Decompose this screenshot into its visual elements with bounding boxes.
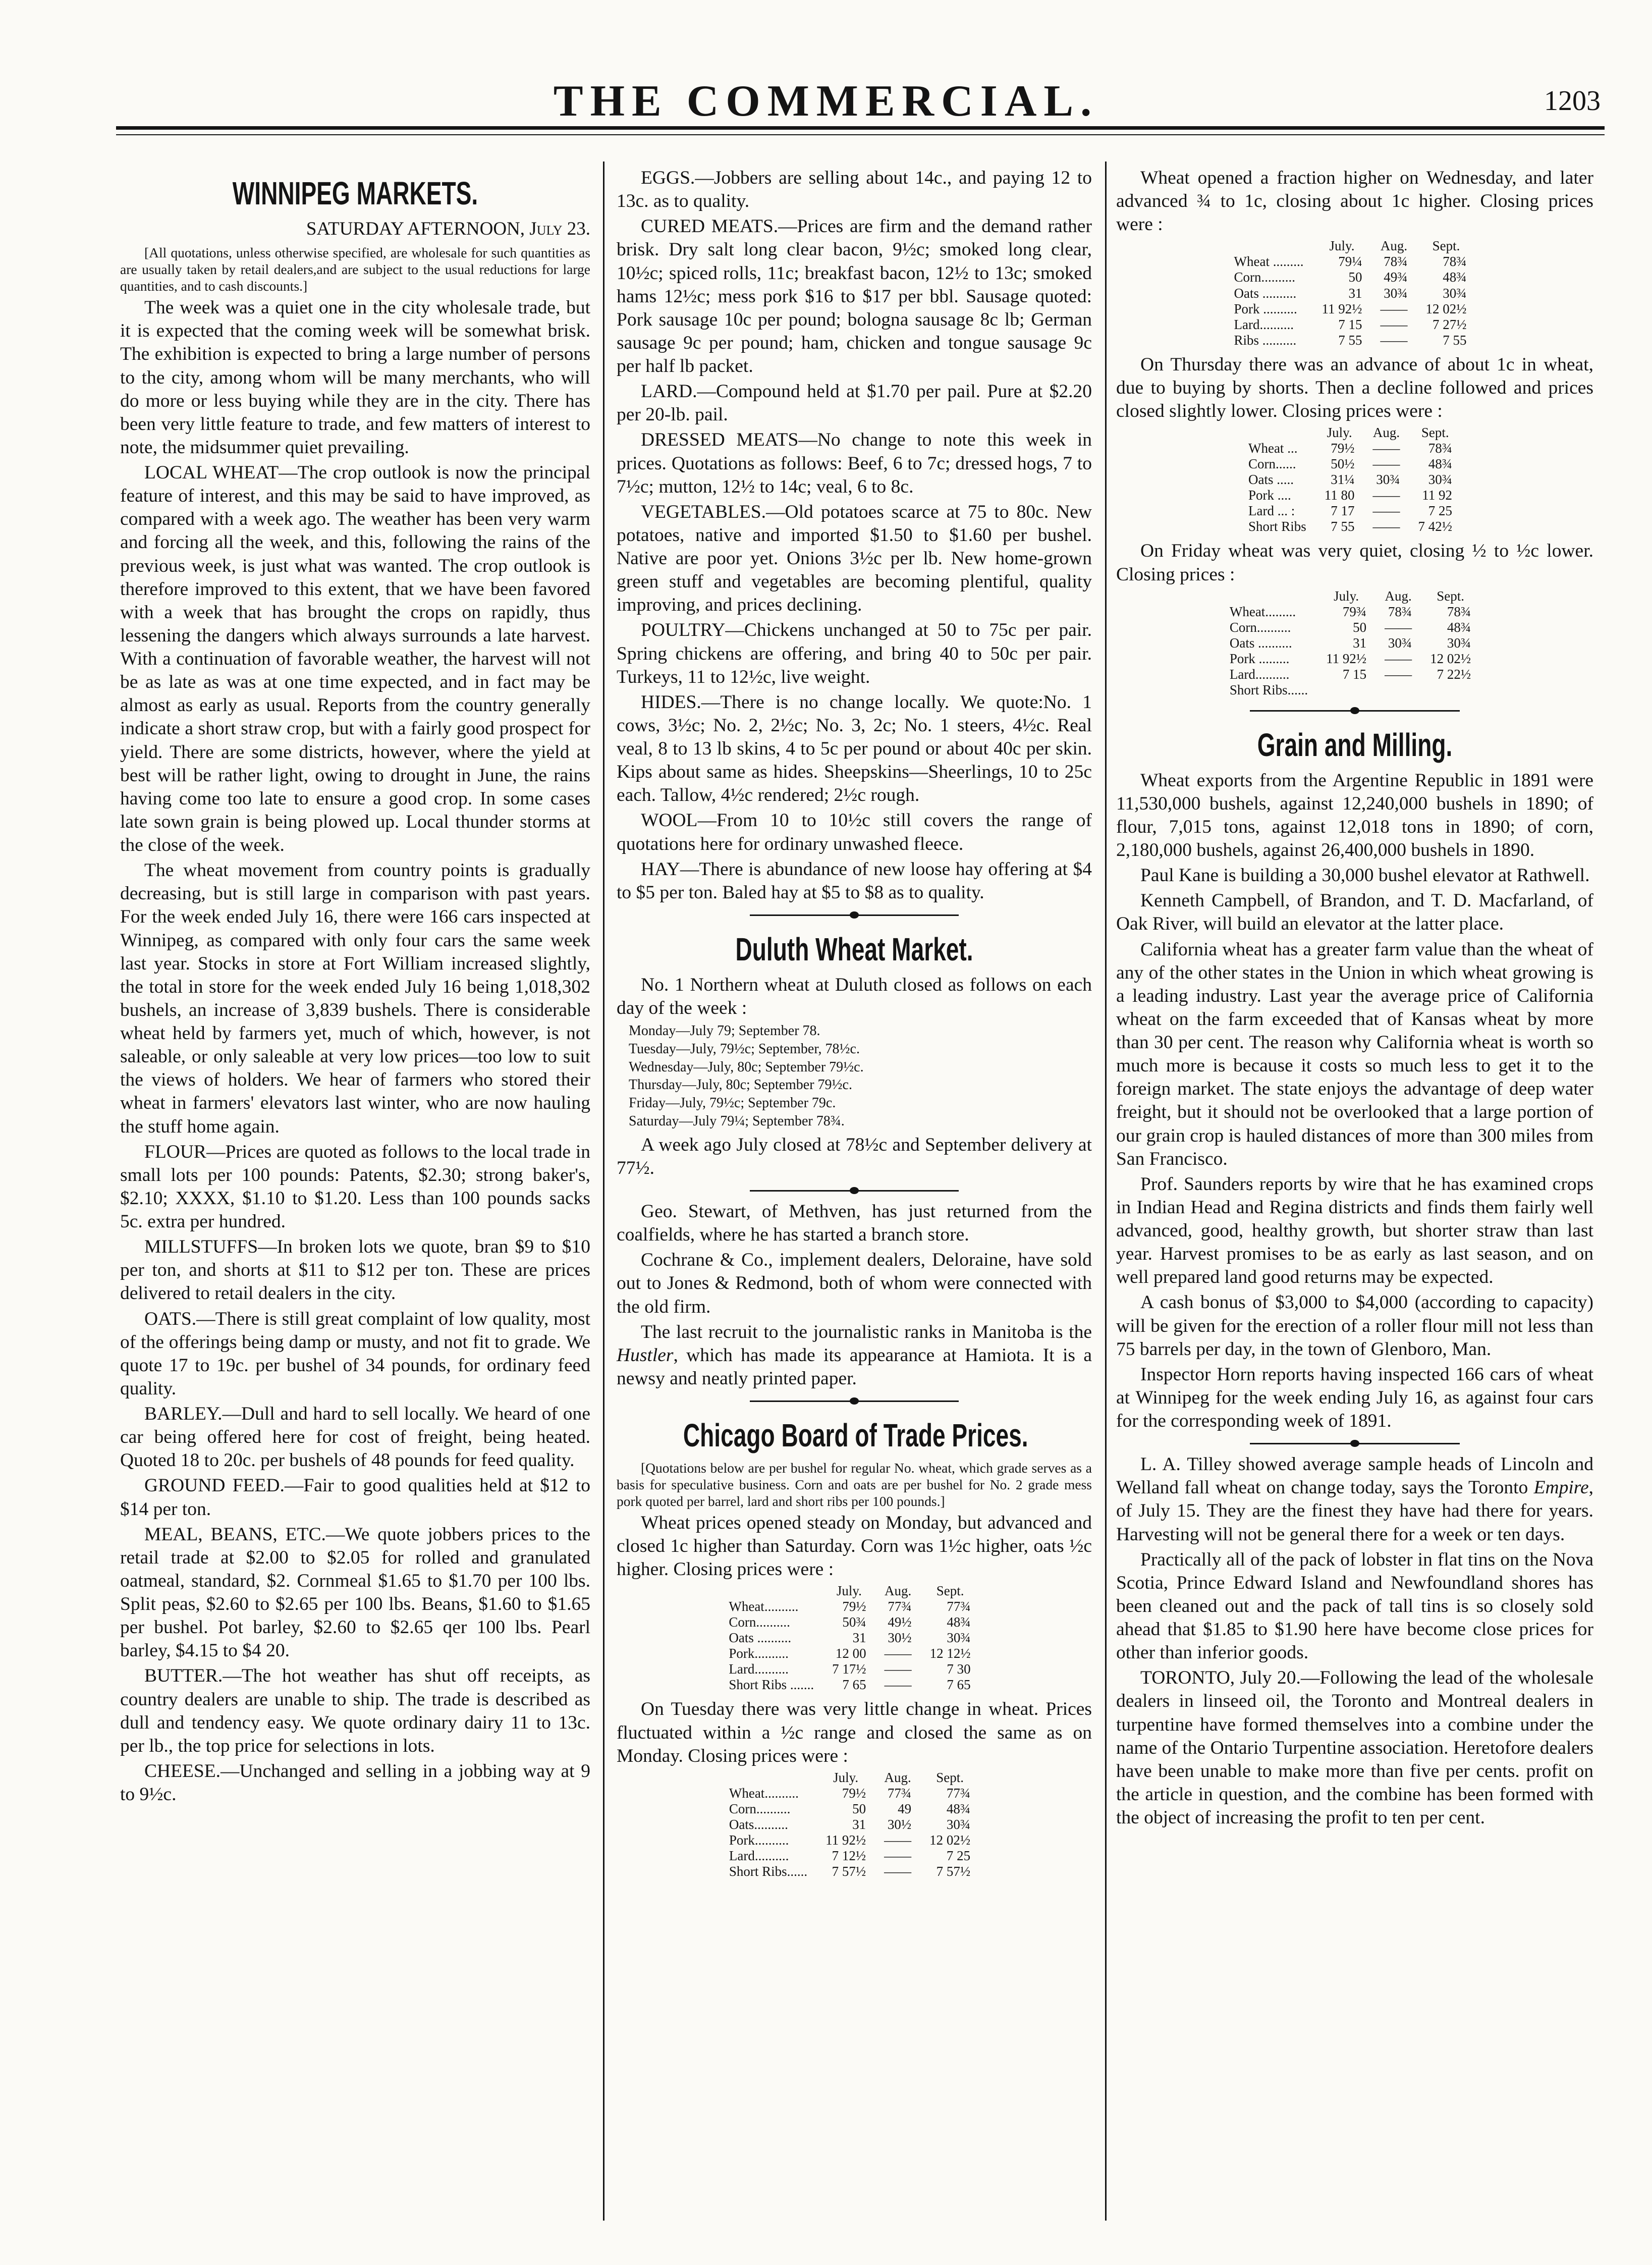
tilley-paper-name: Empire: [1533, 1477, 1589, 1498]
label-wool: WOOL: [641, 810, 698, 831]
price-row: [1234, 301, 1476, 317]
price-cell: 31: [1348, 285, 1362, 301]
paragraph-intro: The week was a quiet one in the city wholesale trade, but it is expected that the coming week will be somewhat brisk. The exhibition is expected to bring a large number of persons to the city, among whom will be many merchants, who will do more or less buying while they are in the city. There has been very little feature to trade, and few matters of interest to note, the midsummer quiet prevailing.: [120, 297, 590, 458]
price-cell: 7 65: [947, 1677, 971, 1693]
price-row: [1234, 269, 1476, 285]
paragraph-recruit: [617, 1321, 1092, 1390]
label-hay: HAY: [641, 858, 680, 880]
duluth-day: Saturday—July 79¼; September 78¾.: [629, 1113, 845, 1129]
recruit-paper-name: Hustler: [617, 1344, 674, 1366]
paragraph-wheat-movement: The wheat movement from country points is gradually decreasing, but is still large in comparison with past years. For the week ended July 16, there were 166 cars inspected at Winnipeg, as compared with only four cars the same week last year. Stocks in store at Fort William increased slightly, the total in store for the week ended July 16 being 1,018,302 bushels, an increase of 3,839 bushels. There is considerable wheat held by farmers yet, much of which, however, is not saleable, or only saleable at very low prices—too low to suit the views of holders. We hear of farmers who stored their wheat in farmers' elevators last winter, who are now hauling the stuff home again.: [120, 860, 590, 1137]
paragraph-duluth-intro: No. 1 Northern wheat at Duluth closed as follows on each day of the week :: [617, 974, 1092, 1018]
price-cell: 7 57½: [832, 1864, 866, 1879]
header-blank-cell: [729, 1583, 823, 1599]
month-header: July.: [1327, 425, 1352, 441]
paragraph-duluth-week: A week ago July closed at 78½c and September delivery at 77½.: [617, 1134, 1092, 1178]
price-cell: 50: [1353, 619, 1367, 635]
commodity-label: Short Ribs .......: [729, 1677, 814, 1693]
column-2: [617, 167, 1092, 1884]
price-cell: ——: [1372, 456, 1400, 472]
month-header: Sept.: [936, 1769, 964, 1785]
paragraph-flour: [120, 1141, 590, 1234]
text-flour: —Prices are quoted as follows to the local trade in small lots per 100 pounds: Patents, $2.30; strong baker's, $2.10; XXXX, $1.10 to $1.20. Less than 100 pounds sacks 5c. extra per hundred.: [120, 1141, 590, 1232]
price-row: [729, 1630, 979, 1646]
price-table: [1234, 238, 1476, 348]
price-row: [1230, 651, 1480, 667]
price-cell: 11 92: [1422, 488, 1453, 503]
price-cell: 12 02½: [1425, 301, 1467, 316]
dateline: SATURDAY AFTERNOON, July 23.: [306, 218, 590, 239]
duluth-day: Friday—July, 79½c; September 79c.: [629, 1095, 836, 1111]
price-cell: ——: [884, 1646, 912, 1661]
price-table: [1230, 588, 1480, 698]
month-header: Sept.: [1421, 425, 1449, 441]
label-cured-meats: CURED MEATS.: [641, 216, 779, 237]
duluth-day: Monday—July 79; September 78.: [629, 1022, 820, 1039]
paragraph-hay: [617, 858, 1092, 904]
commodity-label: Pork ..........: [1234, 301, 1297, 316]
paragraph-local-wheat: [120, 461, 590, 857]
text-hay: —There is abundance of new loose hay offering at $4 to $5 per ton. Baled hay at $5 to $8 as to quality.: [617, 858, 1092, 903]
label-ground-feed: GROUND FEED.: [144, 1475, 285, 1496]
text-hides: —There is no change locally. We quote:No. 1 cows, 3½c; No. 2, 2½c; No. 3, 2c; No. 1 steers, 4½c. Real veal, 8 to 13 lb skins, 4 to 5c per pound or about 40c per skin. Kips about same as hides. Sheepskins—Sheerlings, 10 to 25c each. Tallow, 4½c rendered; 2½c rough.: [617, 691, 1092, 806]
price-cell: ——: [1380, 301, 1408, 316]
paragraph-barley: [120, 1403, 590, 1472]
price-cell: 7 15: [1338, 316, 1362, 332]
label-oats: OATS.: [144, 1308, 197, 1329]
price-cell: 7 17½: [832, 1661, 866, 1677]
price-row: [1248, 488, 1461, 503]
price-cell: 79¼: [1338, 254, 1362, 269]
text-local-wheat: —The crop outlook is now the principal feature of interest, and this may be said to have improved, as compared with a week ago. The weather has been very warm and forcing all the week, and this, following the rains of the previous week, is just what was wanted. The crop outlook is therefore improved to this extent, that we have been favored with a week that has brought the crops on rapidly, thus lessening the dangers which always surrounds a late harvest. With a continuation of favorable weather, the harvest will not be as late as was at one time expected, and in fact may be almost as early as usual. Reports from the country generally indicate a short straw crop, but with a fairly good prospect for yield. There are some districts, however, where the yield at best will be rather light, owing to drought in June, the rains having come too late to ensure a good crop. In some cases late sown grain is being plowed up. Local thunder storms at the close of the week.: [120, 462, 590, 856]
commodity-label: Wheat .........: [1234, 254, 1304, 269]
text-cheese: —Unchanged and selling in a jobbing way at 9 to 9½c.: [120, 1760, 590, 1805]
commodity-label: Oats ..........: [1229, 635, 1292, 651]
commodity-label: Corn..........: [1234, 269, 1296, 285]
price-row: [729, 1832, 979, 1848]
price-cell: 7 55: [1331, 519, 1355, 534]
price-cell: 30¾: [1384, 285, 1408, 301]
price-row: [1234, 333, 1476, 348]
price-row: [1248, 441, 1461, 456]
paragraph-lobster: Practically all of the pack of lobster in flat tins on the Nova Scotia, Prince Edward Island and Newfoundland shores has been cleaned out and the pack of tall tins is so closely sold ahead that $1.85 to $1.90 here have become close prices for other than inferior goods.: [1116, 1549, 1593, 1663]
commodity-label: Pork..........: [729, 1832, 789, 1848]
paragraph-california: California wheat has a greater farm value than the wheat of any of the other states in the Union in which wheat growing is a leading industry. Last year the average price of California wheat on the farm exceeded that of Kansas wheat by more than 30 per cent. The reason why California wheat is worth so much more is because it costs so much less to get it to the foreign market. The state enjoys the advantage of deep water freight, but it should not be overlooked that a large portion of our grain crop is hauled distances of more than 300 miles from San Francisco.: [1116, 939, 1593, 1169]
paragraph-chicago-friday: On Friday wheat was very quiet, closing ½ to ½c lower. Closing prices :: [1116, 541, 1593, 585]
price-row: [1248, 503, 1461, 519]
paragraph-wool: [617, 809, 1092, 855]
price-cell: 78¾: [1428, 441, 1453, 456]
price-cell: 7 25: [946, 1848, 971, 1864]
paragraph-meal: [120, 1523, 590, 1663]
paragraph-oats: [120, 1308, 590, 1401]
price-cell: 7 55: [1338, 332, 1362, 348]
paragraph-lard: [617, 380, 1092, 426]
month-header: Aug.: [885, 1583, 912, 1599]
commodity-label: Corn..........: [729, 1614, 790, 1630]
month-header: Aug.: [1372, 425, 1400, 441]
commodity-label: Wheat..........: [729, 1599, 799, 1614]
price-cell: 30¾: [1388, 635, 1412, 651]
price-row: [1230, 620, 1480, 635]
commodity-label: Ribs ..........: [1234, 332, 1297, 348]
price-row: [729, 1801, 979, 1817]
text-poultry: —Chickens unchanged at 50 to 75c per pair. Spring chickens are offering, and bring 40 to 50c per pair. Turkeys, 11 to 12½c, live weight.: [617, 620, 1092, 687]
price-cell: 30¾: [1376, 472, 1400, 488]
price-cell: 7 17: [1331, 503, 1355, 519]
duluth-day: Thursday—July, 80c; September 79½c.: [629, 1077, 852, 1093]
paragraph-vegetables: [617, 501, 1092, 617]
price-table: [729, 1583, 979, 1693]
price-table-header: [729, 1583, 979, 1599]
month-header: July.: [1334, 588, 1359, 604]
month-header: Aug.: [884, 1769, 911, 1785]
price-table-header: [1230, 588, 1480, 604]
label-millstuffs: MILLSTUFFS: [144, 1236, 258, 1258]
price-cell: 48¾: [1447, 619, 1471, 635]
price-cell: ——: [1372, 503, 1400, 519]
price-cell: 78¾: [1447, 604, 1471, 619]
heading-chicago-board: Chicago Board of Trade Prices.: [683, 1417, 1028, 1454]
paragraph-bonus: A cash bonus of $3,000 to $4,000 (according to capacity) will be given for the erection of a roller flour mill not less than 75 barrels per day, in the town of Glenboro, Man.: [1116, 1292, 1593, 1360]
price-cell: 77¾: [887, 1785, 912, 1801]
label-eggs: EGGS.: [641, 168, 695, 188]
price-cell: 30¾: [1443, 285, 1467, 301]
month-header: Sept.: [1432, 238, 1460, 254]
text-vegetables: —Old potatoes scarce at 75 to 80c. New potatoes, native and imported $1.50 to $1.60 per bushel. Native are poor yet. Onions 3½c per lb. New home-grown green stuff and vegetables are becoming plentiful, quality improving, and prices declining.: [617, 501, 1092, 616]
price-cell: [1317, 682, 1375, 698]
price-cell: ——: [1372, 441, 1400, 456]
label-dressed-meats: DRESSED MEATS: [641, 429, 799, 451]
recruit-text: The last recruit to the journalistic ranks in Manitoba is the: [641, 1321, 1092, 1342]
text-dressed-meats: —No change to note this week in prices. Quotations as follows: Beef, 6 to 7c; dressed hogs, 7 to 7½c; mutton, 12½ to 14c; veal, 6 to 8c.: [617, 429, 1092, 497]
commodity-label: Oats..........: [729, 1817, 788, 1832]
price-cell: ——: [884, 1864, 912, 1879]
price-cell: ——: [884, 1848, 912, 1864]
paragraph-poultry: [617, 619, 1092, 688]
price-table: [729, 1770, 979, 1879]
price-cell: 79½: [842, 1785, 866, 1801]
price-row: [1230, 604, 1480, 620]
month-header: Aug.: [1380, 238, 1408, 254]
price-cell: ——: [1380, 316, 1408, 332]
price-row: [729, 1646, 979, 1661]
price-row: [1230, 667, 1480, 682]
price-cell: ——: [884, 1677, 912, 1693]
price-cell: 50¾: [842, 1614, 866, 1630]
price-cell: ——: [1385, 619, 1412, 635]
section-separator: [617, 907, 1092, 923]
price-row: [1234, 286, 1476, 301]
paragraph-chicago-monday: Wheat prices opened steady on Monday, but advanced and closed 1c higher than Saturday. Corn was 1½c higher, oats ½c higher. Closing prices were :: [617, 1512, 1092, 1580]
price-row: [1230, 635, 1480, 651]
price-cell: ——: [884, 1661, 912, 1677]
commodity-label: Oats ..........: [729, 1630, 792, 1646]
price-cell: 30¾: [1447, 635, 1471, 651]
month-header: July.: [833, 1769, 859, 1785]
month-header: July.: [836, 1583, 862, 1599]
price-cell: 31: [852, 1630, 866, 1646]
price-cell: 49½: [888, 1614, 912, 1630]
duluth-day: Wednesday—July, 80c; September 79½c.: [629, 1059, 864, 1075]
price-cell: 49¾: [1384, 269, 1408, 285]
price-cell: 7 65: [842, 1677, 866, 1693]
section-separator: [617, 1393, 1092, 1409]
price-cell: 79¾: [1342, 604, 1367, 619]
label-poultry: POULTRY: [641, 620, 726, 641]
commodity-label: Short Ribs......: [1229, 682, 1308, 697]
price-row: [1248, 519, 1461, 534]
price-row: [1248, 472, 1461, 488]
price-row: [729, 1661, 979, 1677]
price-cell: 7 15: [1342, 666, 1367, 682]
label-cheese: CHEESE.: [144, 1760, 221, 1782]
label-local-wheat: LOCAL WHEAT: [144, 462, 279, 483]
price-cell: 30½: [887, 1817, 912, 1832]
price-cell: 31: [852, 1817, 866, 1832]
price-cell: 30¾: [1428, 472, 1453, 488]
commodity-label: Corn......: [1248, 456, 1296, 472]
commodity-label: Corn..........: [729, 1801, 791, 1816]
price-cell: 7 12½: [832, 1848, 866, 1864]
price-cell: 12 02½: [929, 1832, 971, 1848]
text-oats: —There is still great complaint of low quality, most of the offerings being damp or musty, and not fit to grade. We quote 17 to 19c. per bushel of 34 pounds, for ordinary feed quality.: [120, 1308, 590, 1399]
paragraph-cheese: [120, 1760, 590, 1806]
paragraph-campbell: Kenneth Campbell, of Brandon, and T. D. Macfarland, of Oak River, will build an elevator at the latter place.: [1116, 890, 1593, 935]
price-cell: 30¾: [947, 1630, 971, 1646]
text-lard: —Compound held at $1.70 per pail. Pure at $2.20 per 20-lb. pail.: [617, 381, 1092, 425]
tilley-text: L. A. Tilley showed average sample heads of Lincoln and Welland fall wheat on change today, says the Toronto: [1116, 1454, 1593, 1498]
paragraph-cured-meats: [617, 215, 1092, 378]
price-table-header: [1248, 425, 1461, 441]
commodity-label: Short Ribs......: [729, 1864, 808, 1879]
duluth-day: Tuesday—July, 79½c; September, 78½c.: [629, 1041, 860, 1057]
price-cell: ——: [1380, 332, 1408, 348]
commodity-label: Short Ribs: [1248, 519, 1306, 534]
commodity-label: Wheat..........: [729, 1785, 799, 1801]
label-flour: FLOUR: [144, 1141, 206, 1162]
paragraph-millstuffs: [120, 1235, 590, 1305]
commodity-label: Wheat.........: [1229, 604, 1296, 619]
text-meal: —We quote jobbers prices to the retail trade at $2.00 to $2.05 for rolled and granulated oatmeal, standard, $2. Cornmeal $1.65 to $1.70 per 100 lbs. Split peas, $2.60 to $2.65 per 100 lbs. Beans, $1.60 to $1.65 per bushel. Pot barley, $2.60 to $2.65 qer 100 lbs. Pearl barley, $4.15 to $4 20.: [120, 1524, 591, 1661]
label-hides: HIDES.: [641, 691, 701, 713]
price-cell: 11 92½: [1321, 301, 1362, 316]
price-cell: 30¾: [946, 1817, 971, 1832]
column-divider-1: [603, 161, 604, 2221]
paragraph-cochrane: Cochrane & Co., implement dealers, Deloraine, have sold out to Jones & Redmond, both of whom were connected with the old firm.: [617, 1250, 1092, 1317]
header-blank-cell: [729, 1770, 816, 1786]
paragraph-chicago-thursday: On Thursday there was an advance of about 1c in wheat, due to buying by shorts. Then a decline followed and prices closed slightly lower. Closing prices were :: [1116, 354, 1593, 421]
commodity-label: Wheat ...: [1248, 441, 1298, 456]
paragraph-argentine: Wheat exports from the Argentine Republic in 1891 were 11,530,000 bushels, against 12,240,000 bushels in 1890; of flour, 7,015 tons, against 12,018 tons in 1890; of corn, 2,180,000 bushels, against 26,400,000 bushels in 1890.: [1116, 770, 1593, 861]
price-cell: [1421, 682, 1480, 698]
text-cured-meats: —Prices are firm and the demand rather brisk. Dry salt long clear bacon, 9½c; smoked long clear, 10½c; spiced rolls, 11c; breakfast bacon, 12½ to 13c; smoked hams 12½c; mess pork $16 to $17 per bbl. Sausage quoted: Pork sausage 10c per pound; bologna sausage 8c lb; German sausage 9c per pound; ham, chicken and tongue sausage 9c per half lb packet.: [617, 216, 1092, 376]
price-row: [729, 1817, 979, 1832]
price-cell: 7 42½: [1418, 519, 1453, 534]
commodity-label: Lard ... :: [1248, 503, 1295, 519]
price-cell: ——: [1372, 488, 1400, 503]
page-number: 1203: [1544, 85, 1601, 117]
price-cell: [1375, 682, 1421, 698]
price-cell: 48¾: [947, 1614, 971, 1630]
price-cell: 12 12½: [929, 1646, 971, 1661]
price-cell: ——: [1385, 651, 1412, 666]
paragraph-tilley: [1116, 1453, 1593, 1546]
price-cell: 7 57½: [936, 1864, 971, 1879]
price-row: [1248, 456, 1461, 472]
price-row: [729, 1864, 979, 1879]
price-cell: 7 30: [947, 1661, 971, 1677]
month-header: July.: [1329, 238, 1355, 254]
price-cell: 78¾: [1384, 254, 1408, 269]
heading-winnipeg-markets: WINNIPEG MARKETS.: [232, 175, 478, 211]
price-cell: 12 02½: [1430, 651, 1471, 666]
heading-grain-and-milling: Grain and Milling.: [1257, 726, 1453, 763]
column-divider-2: [1105, 161, 1107, 2221]
paragraph-toronto: [1116, 1666, 1593, 1829]
price-cell: 77¾: [888, 1599, 912, 1614]
month-header: Sept.: [936, 1583, 964, 1599]
commodity-label: Pork .........: [1229, 651, 1290, 666]
text-toronto: July 20.—Following the lead of the wholesale dealers in linseed oil, the Toronto and Montreal dealers in turpentine have formed themselves into a combine under the name of the Ontario Turpentine association. Heretofore dealers have been unable to make more than five per cents. profit on the article in question, and the combine has been formed with the object of increasing the profit to ten per cent.: [1116, 1667, 1593, 1828]
text-wool: —From 10 to 10½c still covers the range of quotations here for ordinary unwashed fleece.: [617, 810, 1092, 854]
month-header: Aug.: [1385, 588, 1412, 604]
price-cell: 77¾: [947, 1599, 971, 1614]
label-vegetables: VEGETABLES.: [641, 501, 766, 522]
month-header: Sept.: [1437, 588, 1465, 604]
price-cell: 31: [1353, 635, 1367, 651]
label-lard: LARD.: [641, 381, 697, 402]
label-meal: MEAL, BEANS, ETC.: [144, 1524, 326, 1545]
price-cell: 50½: [1331, 456, 1355, 472]
paragraph-horn: Inspector Horn reports having inspected 166 cars of wheat at Winnipeg for the week ending July 16, as against four cars for the corresponding week of 1891.: [1116, 1364, 1593, 1432]
section-separator: [617, 1183, 1092, 1198]
commodity-label: Pork ....: [1248, 488, 1291, 503]
price-cell: 79½: [1331, 441, 1355, 456]
paragraph-ground-feed: [120, 1474, 590, 1521]
price-row: [729, 1848, 979, 1864]
section-separator: [1116, 703, 1593, 718]
price-cell: 49: [898, 1801, 912, 1816]
header-blank-cell: [1230, 588, 1317, 604]
price-cell: 78¾: [1388, 604, 1412, 619]
heading-duluth-wheat-market: Duluth Wheat Market.: [735, 931, 973, 967]
price-table-header: [729, 1770, 979, 1786]
price-row: [1230, 682, 1480, 698]
price-table-header: [1234, 238, 1476, 254]
price-cell: ——: [884, 1832, 912, 1848]
price-cell: 11 92½: [825, 1832, 866, 1848]
column-1: [120, 167, 590, 1808]
masthead-rule-thin: [116, 134, 1605, 135]
commodity-label: Corn..........: [1229, 619, 1291, 635]
commodity-label: Oats .....: [1248, 472, 1294, 488]
section-separator: [1116, 1436, 1593, 1451]
column-3: [1116, 167, 1593, 1831]
price-table: [1248, 425, 1461, 534]
price-cell: 12 00: [835, 1646, 866, 1661]
price-row: [1234, 317, 1476, 333]
price-cell: 7 22½: [1437, 666, 1471, 682]
text-millstuffs: —In broken lots we quote, bran $9 to $10 per ton, and shorts at $11 to $12 per ton. These are prices delivered to retail dealers in the city.: [120, 1236, 590, 1304]
price-cell: 7 27½: [1432, 316, 1467, 332]
price-cell: 50: [852, 1801, 866, 1816]
text-barley: —Dull and hard to sell locally. We heard of one car being offered here for cost of freight, being heated. Quoted 18 to 20c. per bushels of 48 pounds for feed quality.: [120, 1404, 590, 1471]
price-cell: ——: [1385, 666, 1412, 682]
chicago-note: [Quotations below are per bushel for regular No. wheat, which grade serves as a basis for speculative business. Corn and oats are per bushel for No. 2 grade mess pork quoted per barrel, lard and short ribs per 100 pounds.]: [617, 1460, 1092, 1509]
price-cell: 7 25: [1428, 503, 1453, 519]
duluth-daily-list: [629, 1022, 1092, 1130]
price-row: [729, 1677, 979, 1693]
paragraph-stewart: Geo. Stewart, of Methven, has just returned from the coalfields, where he has started a branch store.: [617, 1201, 1092, 1246]
price-cell: 30½: [888, 1630, 912, 1646]
label-butter: BUTTER.: [144, 1665, 223, 1687]
price-cell: 50: [1348, 269, 1362, 285]
price-cell: 7 55: [1443, 332, 1467, 348]
price-row: [1234, 254, 1476, 269]
price-row: [729, 1599, 979, 1614]
text-ground-feed: —Fair to good qualities held at $12 to $14 per ton.: [120, 1475, 590, 1520]
commodity-label: Oats ..........: [1234, 285, 1297, 301]
price-cell: 48¾: [1443, 269, 1467, 285]
price-cell: ——: [1372, 519, 1400, 534]
paragraph-dressed-meats: [617, 428, 1092, 498]
tilley-text-end: , of July 15. They are the finest they have had there for years. Harvesting will not be general there for a week or ten days.: [1116, 1477, 1593, 1545]
masthead-rule-thick: [116, 126, 1605, 130]
price-row: [729, 1786, 979, 1801]
price-cell: 77¾: [946, 1785, 971, 1801]
paragraph-butter: [120, 1664, 590, 1758]
price-cell: 48¾: [1428, 456, 1453, 472]
price-cell: 11 80: [1324, 488, 1355, 503]
paragraph-kane: Paul Kane is building a 30,000 bushel elevator at Rathwell.: [1140, 865, 1590, 886]
masthead-title: THE COMMERCIAL.: [553, 77, 1099, 126]
paragraph-eggs: [617, 167, 1092, 213]
quotation-note: [All quotations, unless otherwise specified, are wholesale for such quantities as are usually taken by retail dealers,and are subject to the usual reductions for large quantities, and to cash discounts.]: [120, 245, 590, 294]
header-blank-cell: [1248, 425, 1315, 441]
text-butter: —The hot weather has shut off receipts, as country dealers are unable to ship. The trade is described as dull and tendency easy. We quote ordinary dairy 11 to 13c. per lb., the top price for selections in lots.: [120, 1665, 590, 1756]
price-cell: 31¼: [1331, 472, 1355, 488]
paragraph-chicago-wednesday: Wheat opened a fraction higher on Wednesday, and later advanced ¾ to 1c, closing about 1c higher. Closing prices were :: [1116, 168, 1593, 235]
header-blank-cell: [1234, 238, 1313, 254]
commodity-label: Lard..........: [1229, 666, 1290, 682]
paragraph-hides: [617, 691, 1092, 807]
commodity-label: Pork..........: [729, 1646, 789, 1661]
price-row: [729, 1614, 979, 1630]
commodity-label: Lard..........: [1234, 316, 1294, 332]
recruit-text-end: , which has made its appearance at Hamiota. It is a newsy and neatly printed paper.: [617, 1344, 1092, 1389]
text-eggs: —Jobbers are selling about 14c., and paying 12 to 13c. as to quality.: [617, 168, 1092, 212]
paragraph-chicago-tuesday: On Tuesday there was very little change in wheat. Prices fluctuated within a ½c range and closed the same as on Monday. Closing prices were :: [617, 1699, 1092, 1766]
label-barley: BARLEY.: [144, 1404, 223, 1425]
price-cell: 78¾: [1443, 254, 1467, 269]
commodity-label: Lard..........: [729, 1661, 789, 1677]
paragraph-saunders: Prof. Saunders reports by wire that he has examined crops in Indian Head and Regina districts and finds them fairly well advanced, good, healthy growth, but shorter straw than last year. Harvest promises to be as early as last season, and on well prepared land good returns may be expected.: [1116, 1173, 1593, 1288]
price-cell: 48¾: [946, 1801, 971, 1816]
price-cell: 11 92½: [1326, 651, 1367, 666]
label-toronto: TORONTO,: [1140, 1667, 1235, 1689]
commodity-label: Lard..........: [729, 1848, 789, 1864]
price-cell: 79½: [842, 1599, 866, 1614]
